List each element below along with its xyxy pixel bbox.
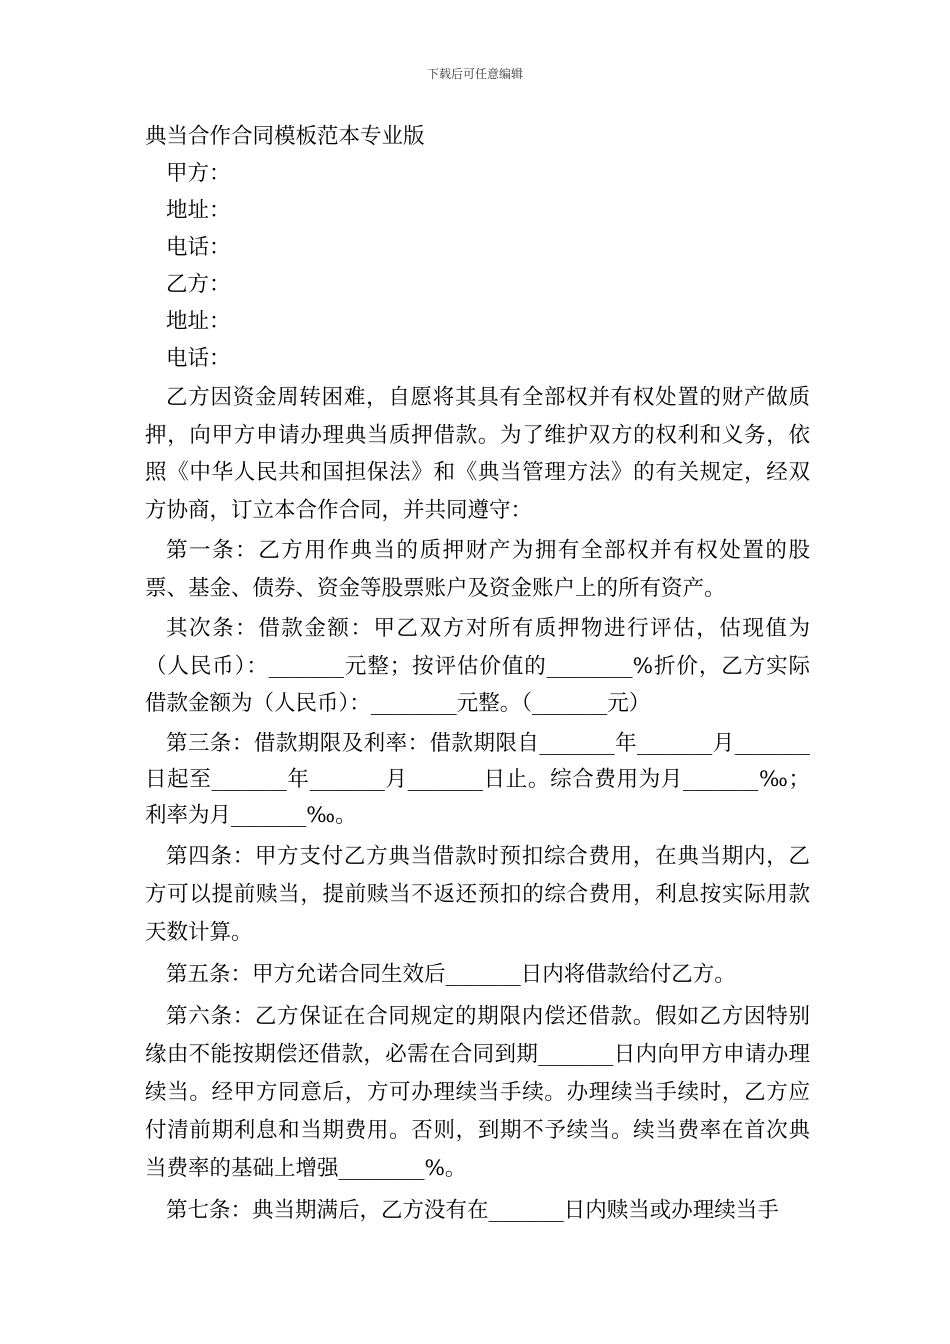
party-b-phone: 电话： <box>166 346 231 371</box>
preamble-paragraph: 乙方因资金周转困难，自愿将其具有全部权并有权处置的财产做质押，向甲方申请办理典当质押借款。为了维护双方的权利和义务，依照《中华人民共和国担保法》和《典当管理方法》的有关规定，经双方协商，订立本合作合同，并共同遵守： <box>145 385 810 523</box>
contract-title: 典当合作合同模板范本专业版 <box>145 124 425 149</box>
article-4: 第四条：甲方支付乙方典当借款时预扣综合费用，在典当期内，乙方可以提前赎当，提前赎当不返还预扣的综合费用，利息按实际用款天数计算。 <box>145 843 810 945</box>
article-2: 其次条：借款金额：甲乙双方对所有质押物进行评估，估现值为（人民币）：_______元整；按评估价值的________%折价，乙方实际借款金额为（人民币）：________元整。（_______元） <box>145 616 810 716</box>
party-a-address: 地址： <box>166 198 231 223</box>
header-note: 下载后可任意编辑 <box>426 67 523 81</box>
contract-body <box>145 118 810 1230</box>
article-5: 第五条：甲方允诺合同生效后_______日内将借款给付乙方。 <box>166 961 736 987</box>
article-6: 第六条：乙方保证在合同规定的期限内偿还借款。假如乙方因特别缘由不能按期偿还借款，必需在合同到期_______日内向甲方申请办理续当。经甲方同意后，方可办理续当手续。办理续当手续时，乙方应付清前期利息和当期费用。否则，到期不予续当。续当费率在首次典当费率的基础上增强________%。 <box>145 1003 810 1181</box>
article-7: 第七条：典当期满后，乙方没有在_______日内赎当或办理续当手 <box>166 1197 779 1223</box>
article-3: 第三条：借款期限及利率：借款期限自_______年_______月_______日起至_______年_______月_______日止。综合费用为月_______‰；利率为月_______‰。 <box>145 730 810 828</box>
party-a-phone: 电话： <box>166 235 231 260</box>
party-b-name: 乙方： <box>166 272 231 297</box>
party-b-address: 地址： <box>166 309 231 334</box>
party-a-name: 甲方： <box>166 161 231 186</box>
article-1: 第一条：乙方用作典当的质押财产为拥有全部权并有权处置的股票、基金、债券、资金等股票账户及资金账户上的所有资产。 <box>145 538 810 601</box>
